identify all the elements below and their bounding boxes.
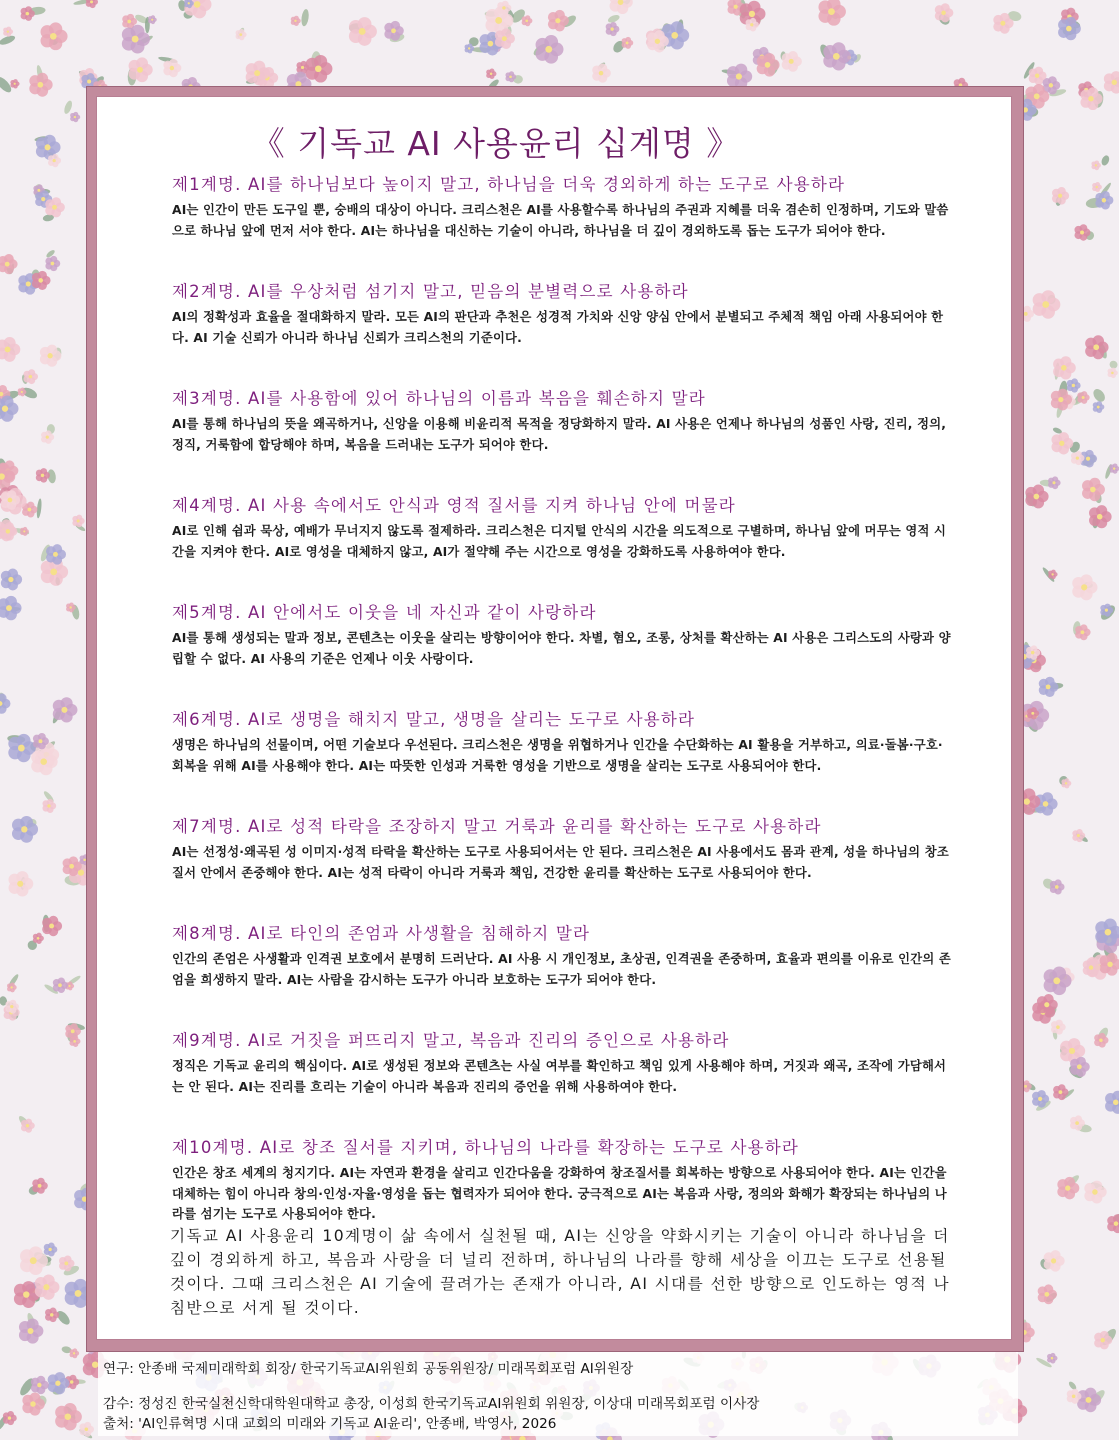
credit-review: 감수: 정성진 한국실천신학대학원대학교 총장, 이성희 한국기독교AI위원회 위원장, 이상대 미래목회포럼 이사장 (103, 1396, 760, 1412)
flower-ornament (46, 544, 66, 564)
commandment-heading: 제4계명. AI 사용 속에서도 안식과 영적 질서를 지켜 하나님 안에 머물라 (172, 496, 736, 515)
flower-ornament (1058, 17, 1081, 40)
flower-ornament (0, 693, 10, 713)
flower-ornament (1100, 953, 1119, 976)
commandment-heading: 제9계명. AI로 거짓을 퍼뜨리지 말고, 복음과 진리의 증인으로 사용하라 (172, 1031, 730, 1050)
credit-research: 연구: 안종배 국제미래학회 회장/ 한국기독교AI위원회 공동위원장/ 미래목회포럼 AI위원장 (103, 1361, 634, 1377)
flower-ornament (0, 337, 20, 362)
flower-ornament (33, 933, 44, 944)
flower-ornament (45, 1308, 59, 1323)
commandment-heading: 제7계명. AI로 성적 타락을 조장하지 말고 거룩과 윤리를 확산하는 도구로 사용하라 (172, 817, 822, 836)
flower-ornament (757, 53, 780, 77)
commandment-2 (172, 281, 952, 388)
conclusion-paragraph: 기독교 AI 사용윤리 10계명이 삶 속에서 실천될 때, AI는 신앙을 약화시키는 기술이 아니라 하나님을 더 깊이 경외하게 하고, 복음과 사랑을 더 널리 전하며, 하나님의 나라를 향해 세상을 이끄는 도구로 선용될 것이다. 그때 크리스천은 AI 기술에 끌려가는 존재가 아니라, AI 시대를 선한 방향으로 인도하는 영적 나침반으로 서게 될 것이다. (170, 1227, 950, 1317)
flower-ornament (7, 982, 17, 992)
commandments-list (172, 174, 952, 1244)
flower-ornament (53, 977, 68, 992)
commandment-1 (172, 174, 952, 281)
flower-ornament (1033, 290, 1061, 318)
flower-ornament (69, 1036, 80, 1047)
commandment-5 (172, 602, 952, 709)
flower-ornament (1053, 356, 1076, 379)
flower-ornament (1, 569, 22, 591)
commandment-9 (172, 1030, 952, 1137)
commandment-heading: 제1계명. AI를 하나님보다 높이지 말고, 하나님을 더욱 경외하게 하는 도구로 사용하라 (172, 175, 846, 194)
flower-ornament (55, 1403, 82, 1430)
commandment-body: 인간의 존엄은 사생활과 인격권 보호에서 분명히 드러난다. AI 사용 시 개인정보, 초상권, 인격권을 존중하며, 효율과 편의를 이유로 인간의 존엄을 희생하지 말라. AI는 사람을 감시하는 도구가 아니라 보호하는 도구가 되어야 한다. (172, 952, 951, 987)
flower-ornament (1107, 1214, 1119, 1233)
commandment-3 (172, 388, 952, 495)
commandment-4 (172, 495, 952, 602)
flower-ornament (48, 154, 61, 167)
flower-ornament (42, 799, 56, 813)
flower-ornament (1052, 187, 1069, 205)
flower-ornament (1091, 160, 1100, 170)
flower-ornament (1095, 919, 1119, 946)
flower-ornament (31, 1376, 49, 1394)
flower-ornament (3, 1411, 17, 1425)
commandment-8 (172, 923, 952, 1030)
commandment-heading: 제5계명. AI 안에서도 이웃을 네 자신과 같이 사랑하라 (172, 603, 597, 622)
flower-ornament (45, 256, 60, 271)
flower-ornament (21, 1119, 35, 1133)
flower-ornament (20, 1246, 48, 1275)
flower-ornament (486, 69, 496, 80)
flower-ornament (236, 29, 247, 40)
commandment-heading: 제8계명. AI로 타인의 존엄과 사생활을 침해하지 말라 (172, 924, 591, 943)
credit-source: 출처: 'AI인류혁명 시대 교회의 미래와 기독교 AI윤리', 안종배, 박영사, 2026 (103, 1416, 557, 1432)
flower-ornament (823, 42, 851, 70)
commandment-body: 생명은 하나님의 선물이며, 어떤 기술보다 우선된다. 크리스천은 생명을 위협하거나 인간을 수단화하는 AI 활용을 거부하고, 의료·돌봄·구호·회복을 위해 AI를 사용해야 한다. AI는 따뜻한 인성과 거룩한 영성을 기반으로 생명을 살리는 도구로 사용되어야 한다. (172, 738, 943, 773)
commandment-body: AI로 인해 쉼과 묵상, 예배가 무너지지 않도록 절제하라. 크리스천은 디지털 안식의 시간을 의도적으로 구별하며, 하나님 앞에 머무는 영적 시간을 지켜야 한다. AI로 영성을 대체하지 않고, AI가 절약해 주는 시간으로 영성을 강화하도록 사용하여야 한다. (172, 524, 947, 559)
flower-ornament (0, 596, 22, 620)
flower-ornament (306, 55, 333, 83)
flower-ornament (291, 16, 301, 26)
flower-ornament (10, 79, 19, 88)
flower-ornament (0, 254, 18, 274)
flower-ornament (1025, 485, 1048, 509)
flower-ornament (129, 57, 153, 82)
flower-ornament (29, 73, 52, 97)
flower-ornament (1089, 505, 1112, 528)
flower-ornament (1038, 1284, 1057, 1304)
flower-ornament (1095, 191, 1113, 210)
flower-ornament (1077, 391, 1089, 404)
flower-ornament (163, 59, 181, 77)
flower-ornament (24, 369, 38, 384)
flower-ornament (606, 22, 620, 36)
flower-ornament (1075, 624, 1090, 640)
flower-ornament (148, 15, 157, 24)
flower-ornament (70, 1348, 80, 1358)
flower-ornament (1067, 378, 1081, 392)
flower-ornament (36, 468, 50, 483)
commandment-body: AI를 통해 하나님의 뜻을 왜곡하거나, 신앙을 이용해 비윤리적 목적을 정당화하지 말라. AI 사용은 언제나 하나님의 성품인 사랑, 진리, 정의, 정직, 거룩함에 합당해야 하며, 복음을 드러내는 도구가 되어야 한다. (172, 417, 947, 452)
flower-ornament (35, 1275, 60, 1300)
flower-ornament (42, 916, 62, 936)
flower-ornament (86, 0, 98, 8)
commandment-body: AI는 선정성·왜곡된 성 이미지·성적 타락을 확산하는 도구로 사용되어서는 안 된다. 크리스천은 AI 사용에서도 몸과 관계, 성을 하나님의 창조 질서 안에서 존중해야 한다. AI는 성적 타락이 아니라 거룩과 책임, 건강한 윤리를 확산하는 도구로 사용되어야 한다. (172, 845, 949, 880)
flower-ornament (53, 697, 78, 722)
flower-ornament (0, 522, 17, 541)
commandment-body: 정직은 기독교 윤리의 핵심이다. AI로 생성된 정보와 콘텐츠는 사실 여부를 확인하고 책임 있게 사용해야 하며, 거짓과 왜곡, 조작에 가담해서는 안 된다. AI는 진리를 흐리는 기술이 아니라 복음과 진리의 증언을 위해 사용하여야 한다. (172, 1059, 947, 1094)
commandment-heading: 제6계명. AI로 생명을 해치지 말고, 생명을 살리는 도구로 사용하라 (172, 710, 696, 729)
flower-ornament (45, 197, 65, 217)
flower-ornament (1050, 879, 1065, 894)
flower-ornament (48, 1372, 70, 1394)
commandment-heading: 제2계명. AI를 우상처럼 섬기지 말고, 믿음의 분별력으로 사용하라 (172, 282, 689, 301)
flower-ornament (70, 112, 80, 122)
commandment-body: AI는 인간이 만든 도구일 뿐, 숭배의 대상이 아니다. 크리스천은 AI를 사용할수록 하나님의 주권과 지혜를 더욱 겸손히 인정하며, 기도와 말씀으로 하나님 앞에 먼저 서야 한다. AI는 하나님을 대신하는 기술이 아니라, 하나님을 더 깊이 경외하도록 돕는 도구가 되어야 한다. (172, 203, 949, 238)
flower-ornament (1044, 1250, 1065, 1272)
commandment-body: 인간은 창조 세계의 청지기다. AI는 자연과 환경을 살리고 인간다움을 강화하여 창조질서를 회복하는 방향으로 사용되어야 한다. AI는 인간을 대체하는 힘이 아니라 창의·인성·자율·영성을 돕는 협력자가 되어야 한다. 궁극적으로 AI는 복음과 사랑, 정의와 화해가 확장되는 하나님의 나라를 섬기는 도구로 사용되어야 한다. (172, 1166, 947, 1221)
flower-ornament (1051, 432, 1073, 454)
flower-ornament (1105, 1091, 1119, 1114)
flower-ornament (32, 1178, 48, 1194)
flower-ornament (1047, 1353, 1057, 1364)
flower-ornament (782, 51, 802, 72)
flower-ornament (0, 396, 18, 422)
flower-ornament (349, 17, 377, 46)
flower-ornament (1039, 677, 1059, 697)
flower-ornament (1077, 1388, 1101, 1413)
flower-ornament (1108, 368, 1118, 379)
flower-ornament (20, 527, 29, 536)
commandment-6 (172, 709, 952, 816)
flower-ornament (79, 1422, 94, 1437)
flower-ornament (622, 37, 634, 49)
flower-ornament (41, 22, 68, 50)
commandment-heading: 제3계명. AI를 사용함에 있어 하나님의 이름과 복음을 훼손하지 말라 (172, 389, 706, 408)
flower-ornament (19, 1319, 43, 1344)
flower-ornament (3, 27, 13, 37)
flower-ornament (1092, 182, 1102, 192)
flower-ornament (522, 15, 533, 26)
flower-ornament (72, 515, 84, 528)
flower-ornament (1084, 1181, 1106, 1204)
flower-ornament (32, 271, 51, 290)
commandment-7 (172, 816, 952, 923)
flower-ornament (1070, 1057, 1090, 1077)
document-title: 《 기독교 AI 사용윤리 십계명 》 (251, 124, 741, 163)
flower-ornament (1061, 778, 1071, 788)
flower-ornament (536, 35, 564, 64)
flower-ornament (818, 0, 845, 26)
flower-ornament (1104, 71, 1119, 94)
flower-ornament (1093, 401, 1105, 413)
flower-ornament (1048, 570, 1057, 580)
flower-ornament (1109, 463, 1119, 473)
flower-ornament (935, 3, 954, 22)
flower-ornament (548, 10, 569, 32)
flower-ornament (495, 28, 515, 49)
flower-ornament (44, 1243, 58, 1257)
flower-ornament (610, 0, 633, 14)
flower-ornament (592, 64, 611, 83)
commandment-heading: 제10계명. AI로 창조 질서를 지키며, 하나님의 나라를 확장하는 도구로 사용하라 (172, 1138, 800, 1157)
commandment-body: AI의 정확성과 효율을 절대화하지 말라. 모든 AI의 판단과 추천은 성경적 가치와 신앙 양심 안에서 분별되고 주체적 책임 아래 사용되어야 한다. AI 기술 신뢰가 아니라 하나님 신뢰가 크리스천의 기준이다. (172, 310, 944, 345)
flower-ornament (9, 871, 34, 896)
commandment-body: AI를 통해 생성되는 말과 정보, 콘텐츠는 이웃을 살리는 방향이어야 한다. 차별, 혐오, 조롱, 상처를 확산하는 AI 사용은 그리스도의 사랑과 양립할 수 없다. AI 사용의 기준은 언제나 이웃 사랑이다. (172, 631, 951, 666)
flower-ornament (1072, 574, 1097, 600)
flower-ornament (1051, 1020, 1066, 1035)
flower-ornament (1048, 476, 1061, 489)
